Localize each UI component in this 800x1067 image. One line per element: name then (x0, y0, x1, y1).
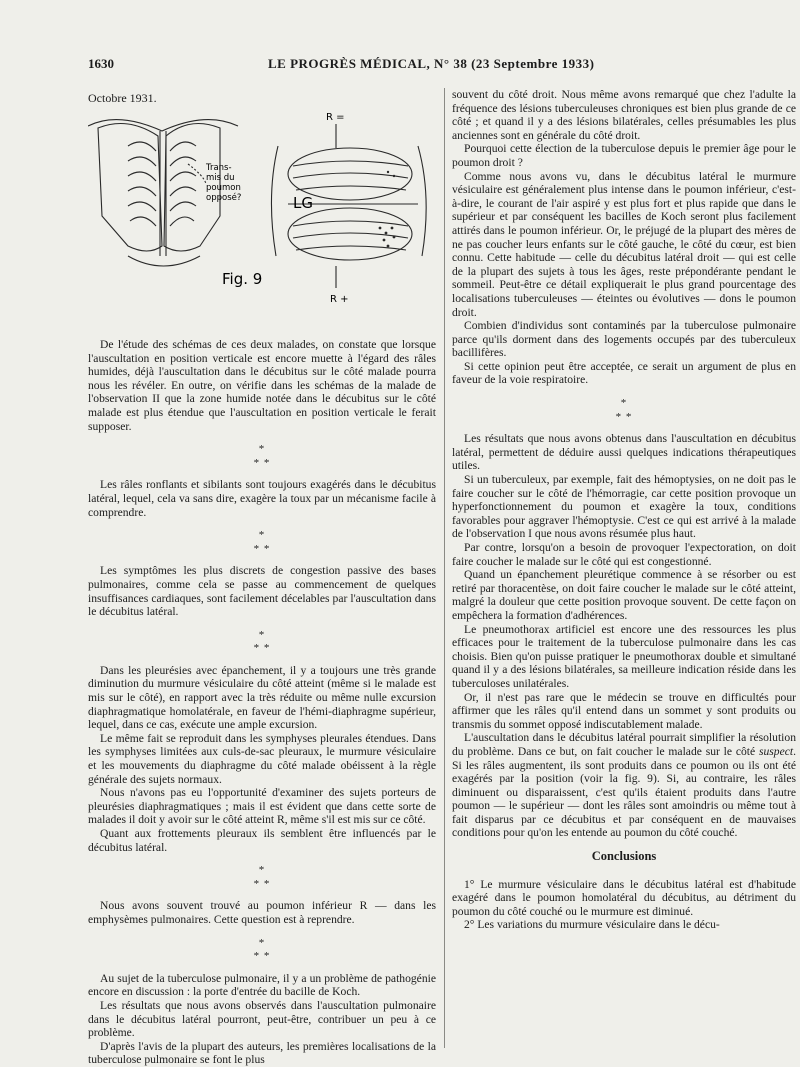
column-divider (444, 88, 445, 1048)
right-paragraph-11: Or, il n'est pas rare que le médecin se trouve en difficultés pour affirmer que les râles qu'il entend dans un sommet y sont produits ou transmis du sommet opposé indiscutablement malade. (452, 690, 796, 731)
right-paragraph-5: Si cette opinion peut être acceptée, ce serait un argument de plus en faveur de la voie respiratoire. (452, 359, 796, 387)
right-paragraph-12 (452, 731, 796, 840)
figure-drawing (88, 106, 436, 328)
conclusion-1: 1° Le murmure vésiculaire dans le décubitus latéral est d'habitude exagéré dans le poumon homolatéral du décubitus, au détriment du poumon du côté couché ou le murmure est diminué. (452, 877, 796, 918)
r-plus-label: R + (330, 294, 349, 305)
left-paragraph-7: Quant aux frottements pleuraux ils semblent être influencés par le décubitus latéral. (88, 827, 436, 854)
lg-label: LG (293, 194, 313, 212)
left-paragraph-8: Nous avons souvent trouvé au poumon inférieur R — dans les emphysèmes pulmonaires. Cette question est à reprendre. (88, 899, 436, 926)
left-paragraph-6: Nous n'avons pas eu l'opportunité d'examiner des sujets porteurs de pleurésies diaphragmatiques ; mais il est évident que dans cette sorte de malades il doit y avoir sur le côté atteint R, même s'il est mis sur ce côté. (88, 786, 436, 827)
left-column (88, 90, 436, 1067)
left-paragraph-5: Le même fait se reproduit dans les symphyses pleurales étendues. Dans les symphyses limitées aux culs-de-sac pleuraux, le murmure vésiculaire et les mouvements du diaphragme du côté malade obéissent à la règle générale des sujets normaux. (88, 731, 436, 786)
section-separator: * * * (253, 529, 271, 555)
conclusions-heading: Conclusions (591, 849, 657, 864)
page-header (88, 56, 788, 76)
right-paragraph-9: Quand un épanchement pleurétique commence à se résorber ou est retiré par thoracentèse, on doit faire coucher le malade sur le côté atteint, malgré la douleur que cette position provoque souvent. De cette façon on empêchera la formation d'adhérences. (452, 568, 796, 622)
right-paragraph-12-a: L'auscultation dans le décubitus latéral pourrait simplifier la résolution du problème. Dans ce but, on fait coucher le malade sur le côté (452, 731, 796, 758)
right-paragraph-7: Si un tuberculeux, par exemple, fait des hémoptysies, on ne doit pas le faire coucher sur le côté de l'hémorragie, car cette position provoque un hyperfonctionnement du poumon et exagère la toux, conditions favorables pour aggraver l'hémoptysie. C'est ce qui est arrivé à la malade de l'observation I que nous avons résumée plus haut. (452, 473, 796, 541)
right-paragraph-6: Les résultats que nous avons obtenus dans l'auscultation en décubitus latéral, permettent de déduire aussi quelques indications thérapeutiques utiles. (452, 432, 796, 473)
note-line-3: poumon (206, 183, 241, 193)
right-paragraph-1: souvent du côté droit. Nous même avons remarqué que chez l'adulte la fréquence des lésions tuberculeuses chroniques est bien plus grande de ce côté ; et quand il y a des lésions bilatérales, celles présumables les plus anciennes sont en générale du côté droit. (452, 88, 796, 142)
left-paragraph-10: Les résultats que nous avons observés dans l'auscultation pulmonaire dans le décubitus latéral pourront, peut-être, contribuer un peu à ce problème. (88, 998, 436, 1040)
note-line-2: mis du (206, 173, 235, 183)
left-paragraph-11: D'après l'avis de la plupart des auteurs, les premières localisations de la tuberculose pulmonaire se font le plus (88, 1039, 436, 1067)
right-paragraph-8: Par contre, lorsqu'on a besoin de provoquer l'expectoration, on doit faire coucher le malade sur le côté qui est congestionné. (452, 541, 796, 568)
right-paragraph-2: Pourquoi cette élection de la tuberculose depuis le premier âge pour le poumon droit ? (452, 142, 796, 169)
section-separator: * * * (253, 936, 271, 963)
suspect-word: suspect (758, 744, 794, 758)
note-line-4: opposé? (206, 193, 242, 203)
page-number: 1630 (88, 56, 114, 71)
conclusion-2: 2° Les variations du murmure vésiculaire dans le décu- (464, 918, 720, 932)
right-paragraph-4: Combien d'individus sont contaminés par la tuberculose pulmonaire parce qu'ils dorment dans des logements occupés par des tuberculeux bacillifères. (452, 319, 796, 360)
figure-date-label: Octobre 1931. (88, 91, 157, 105)
figure-9 (88, 91, 436, 328)
left-paragraph-3: Les symptômes les plus discrets de congestion passive des bases pulmonaires, comme cela se passe au commencement de quelques insuffisances cardiaques, sont facilement décelables par l'auscultation dans le décubitus latéral. (88, 564, 436, 619)
left-paragraph-2: Les râles ronflants et sibilants sont toujours exagérés dans le décubitus latéral, lequel, cela va sans dire, exagère la toux par un mécanisme facile à comprendre. (88, 478, 436, 519)
right-paragraph-3: Comme nous avons vu, dans le décubitus latéral le murmure vésiculaire est généralement plus intense dans le poumon inférieur, c'est-à-dire, le courant de l'air aspiré y est plus fort et plus rapide que dans le supérieur et par conséquent les bacilles de Koch seront plus facilement attirés dans le poumon inférieur. Or, le préjugé de la plupart des mères de ne pas coucher leurs enfants sur le côté gauche, le côté du cœur, est bien connu. Cette habitude — celle du décubitus latéral droit — qui est celle de la plupart des sujets à tous les âges, reste prépondérante pendant le sommeil. Peut-être ce détail expliquerait le plus grand pourcentage des localisations tuberculeuses — éteintes ou évolutives — dons le poumon droit. (452, 169, 796, 319)
right-column (452, 88, 796, 932)
left-paragraph-4: Dans les pleurésies avec épanchement, il y a toujours une très grande diminution du murmure vésiculaire du côté atteint (même si le malade est mis sur le côté), en rapport avec la très réduite ou même nulle excursion diaphragmatique homolatérale, en faveur de l'hémi-diaphragme supérieur, lequel, dans ce cas, exécute une ample excursion. (88, 663, 436, 732)
figure-caption: Fig. 9 (222, 270, 263, 288)
r-minus-label: R = (326, 112, 345, 123)
right-paragraph-12-b: . Si les râles augmentent, ils sont produits dans ce poumon ou ils ont été exagérés par la position (voir la fig. 9). Si, au contraire, les râles diminuent ou disparaissent, c'est qu'ils étaient produits dans l'autre poumon — le supérieur — dont les râles sont amoindris ou même tout à fait disparus par ce décubitus et par conséquent en de mauvaises conditions pour qu'on les entende au poumon du côté couché. (452, 744, 796, 840)
section-separator: * * * (615, 397, 633, 423)
note-line-1: Trans- (206, 163, 232, 173)
section-separator: * * * (253, 443, 271, 469)
right-paragraph-10: Le pneumothorax artificiel est encore une des ressources les plus efficaces pour le traitement de la tuberculose pulmonaire dans les cas choisis. Bien qu'on puisse pratiquer le pneumothorax double et simultané quand il y a des lésions bilatérales, sa meilleure indication réside dans les tuberculoses unilatérales. (452, 622, 796, 690)
left-paragraph-9: Au sujet de la tuberculose pulmonaire, il y a un problème de pathogénie encore en discussion : la porte d'entrée du bacille de Koch. (88, 971, 436, 999)
left-paragraph-1: De l'étude des schémas de ces deux malades, on constate que lorsque l'auscultation en position verticale est encore muette à l'égard des râles humides, déjà l'auscultation dans le décubitus sur le côté malade pourra nous les révéler. En outre, on vérifie dans les schémas de la malade de l'observation II que la zone humide notée dans le décubitus sur le côté malade est plus étendue que l'auscultation en position verticale le ferait supposer. (88, 338, 436, 433)
section-separator: * * * (253, 864, 271, 890)
journal-title: LE PROGRÈS MÉDICAL, N° 38 (23 Septembre 1933) (268, 56, 595, 71)
section-separator: * * * (253, 628, 271, 655)
